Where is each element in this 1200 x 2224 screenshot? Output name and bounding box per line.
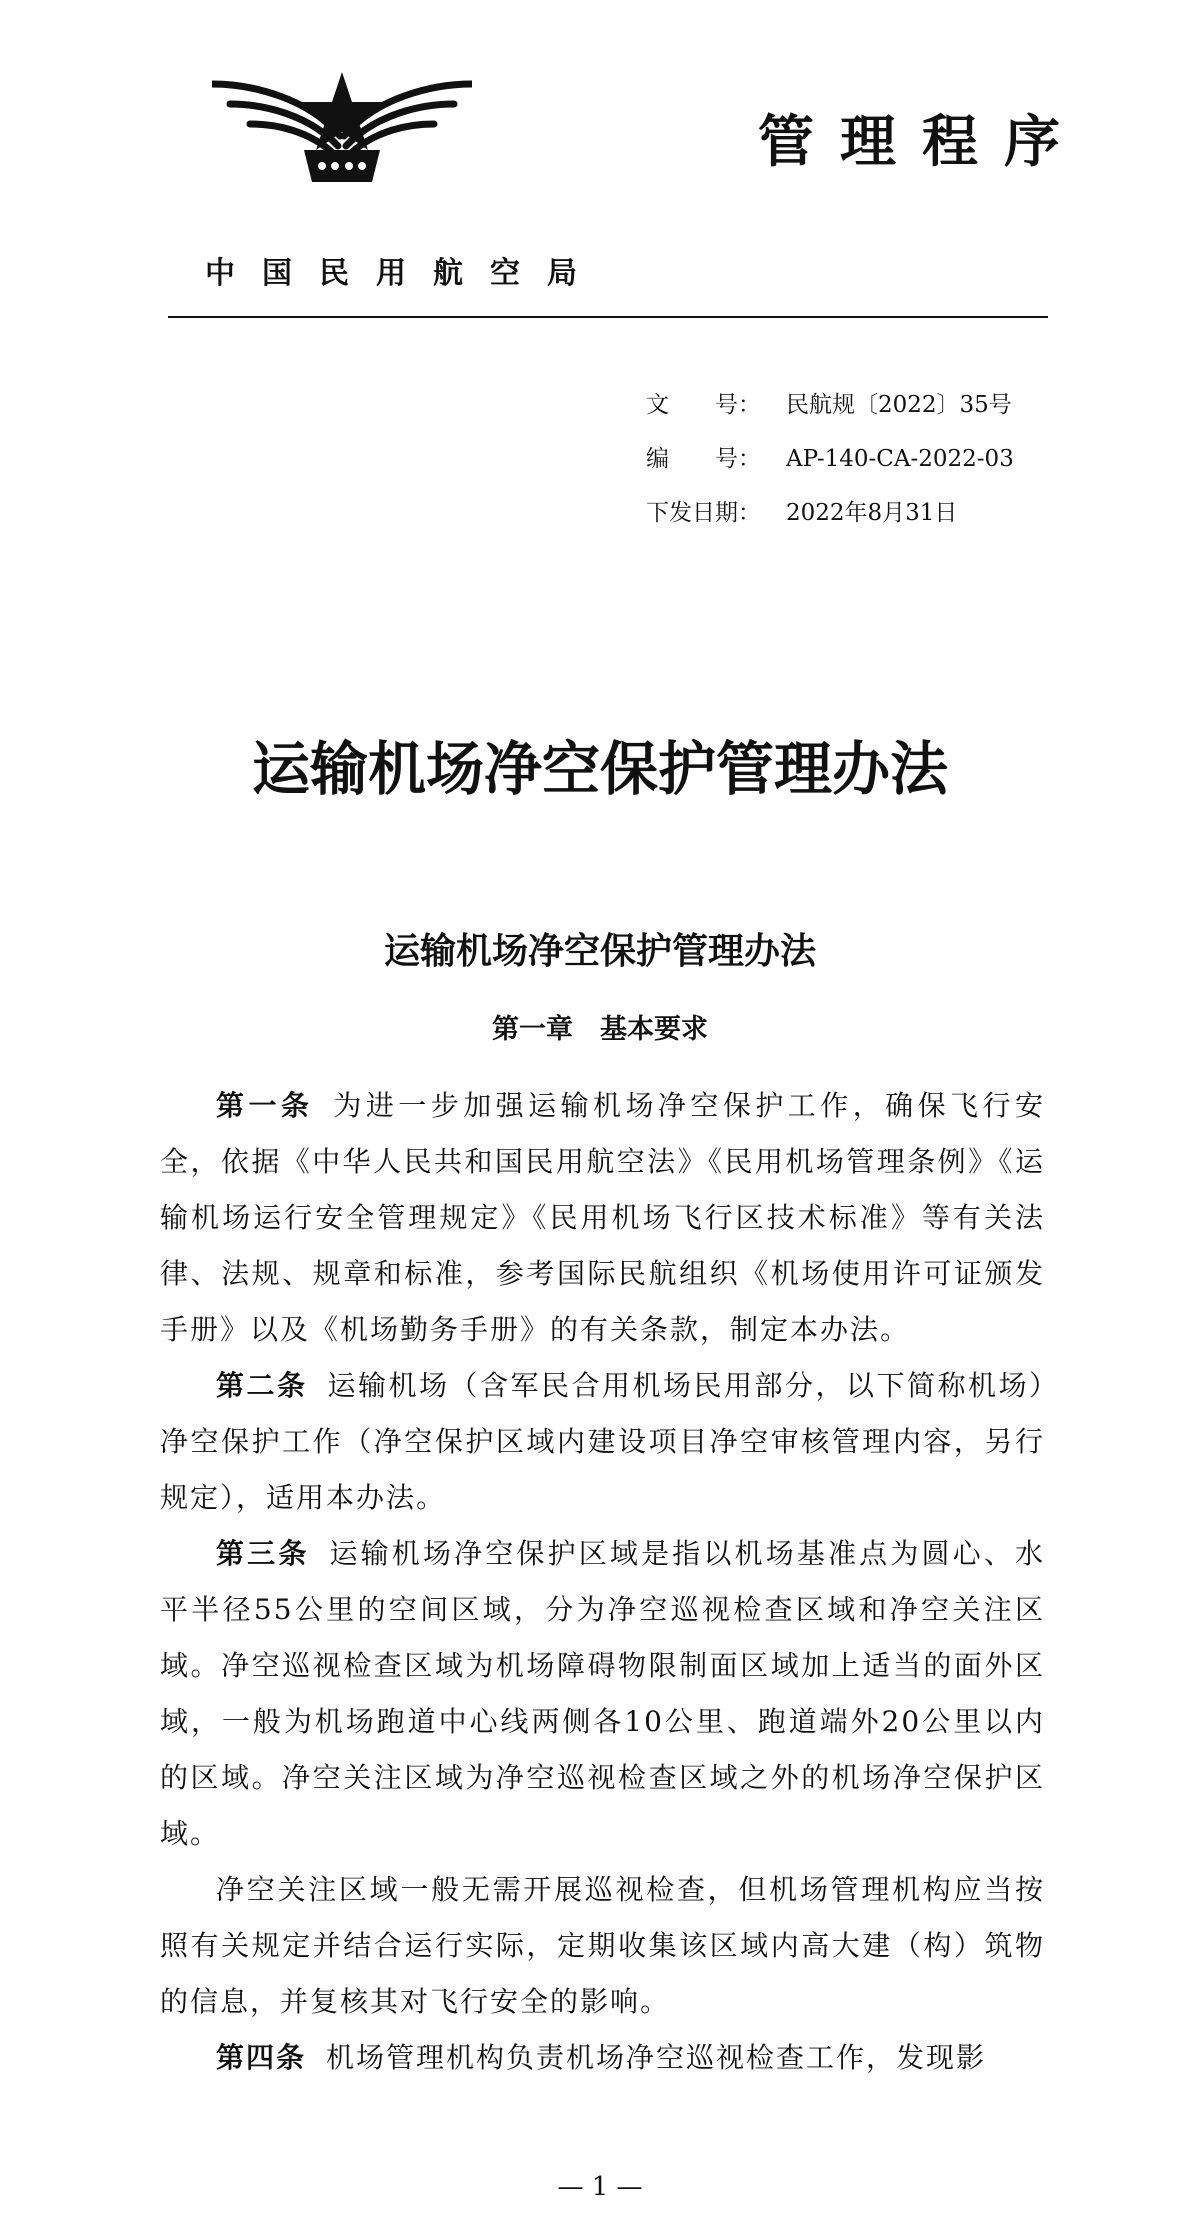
- document-title: 运输机场净空保护管理办法: [251, 735, 948, 803]
- meta-serial-number: [646, 440, 1014, 473]
- meta-label: 下发日期：: [646, 500, 761, 526]
- article-text: 为进一步加强运输机场净空保护工作，确保飞行安全，依据《中华人民共和国民用航空法》《民用机场管理条例》《运输机场运行安全管理规定》《民用机场飞行区技术标准》等有关法律、法规、规章和标准，参考国际民航组织《机场使用许可证颁发手册》以及《机场勤务手册》的有关条款，制定本办法。: [160, 1089, 1045, 1346]
- caac-emblem: [212, 70, 472, 188]
- meta-issue-date: [646, 494, 957, 527]
- page-number: — 1 —: [557, 2172, 643, 2202]
- article-3: [160, 1526, 1045, 1862]
- meta-label: 编 号：: [646, 446, 761, 472]
- document-body: [160, 1078, 1045, 2086]
- meta-value: 2022年8月31日: [786, 500, 958, 526]
- winged-star-emblem-icon: [212, 70, 472, 188]
- chapter-heading: 第一章 基本要求: [492, 1014, 708, 1045]
- header-divider: [168, 316, 1048, 318]
- article-2: [160, 1358, 1045, 1526]
- document-subtitle: 运输机场净空保护管理办法: [383, 931, 816, 972]
- article-text: 机场管理机构负责机场净空巡视检查工作，发现影: [326, 2041, 987, 2074]
- article-number: 第一条: [216, 1089, 314, 1122]
- meta-value: 民航规〔2022〕35号: [786, 392, 1012, 418]
- article-1: [160, 1078, 1045, 1358]
- article-number: 第三条: [216, 1537, 310, 1570]
- meta-value: AP-140-CA-2022-03: [786, 446, 1014, 472]
- meta-label: 文 号：: [646, 392, 761, 418]
- article-number: 第二条: [216, 1369, 308, 1402]
- article-number: 第四条: [216, 2041, 307, 2074]
- article-text: 净空关注区域一般无需开展巡视检查，但机场管理机构应当按照有关规定并结合运行实际，定期收集该区域内高大建（构）筑物的信息，并复核其对飞行安全的影响。: [160, 1873, 1045, 2018]
- article-text: 运输机场净空保护区域是指以机场基准点为圆心、水平半径55公里的空间区域，分为净空巡视检查区域和净空关注区域。净空巡视检查区域为机场障碍物限制面区域加上适当的面外区域，一般为机场跑道中心线两侧各10公里、跑道端外20公里以内的区域。净空关注区域为净空巡视检查区域之外的机场净空保护区域。: [160, 1537, 1045, 1850]
- issuing-organization: 中国民用航空局: [205, 256, 604, 291]
- document-type: 管理程序: [758, 109, 1086, 175]
- meta-document-number: [646, 386, 1012, 419]
- article-text: 运输机场（含军民合用机场民用部分，以下简称机场）净空保护工作（净空保护区域内建设项目净空审核管理内容，另行规定），适用本办法。: [160, 1369, 1045, 1514]
- article-3-paragraph-2: [160, 1862, 1045, 2030]
- article-4: [160, 2030, 1045, 2086]
